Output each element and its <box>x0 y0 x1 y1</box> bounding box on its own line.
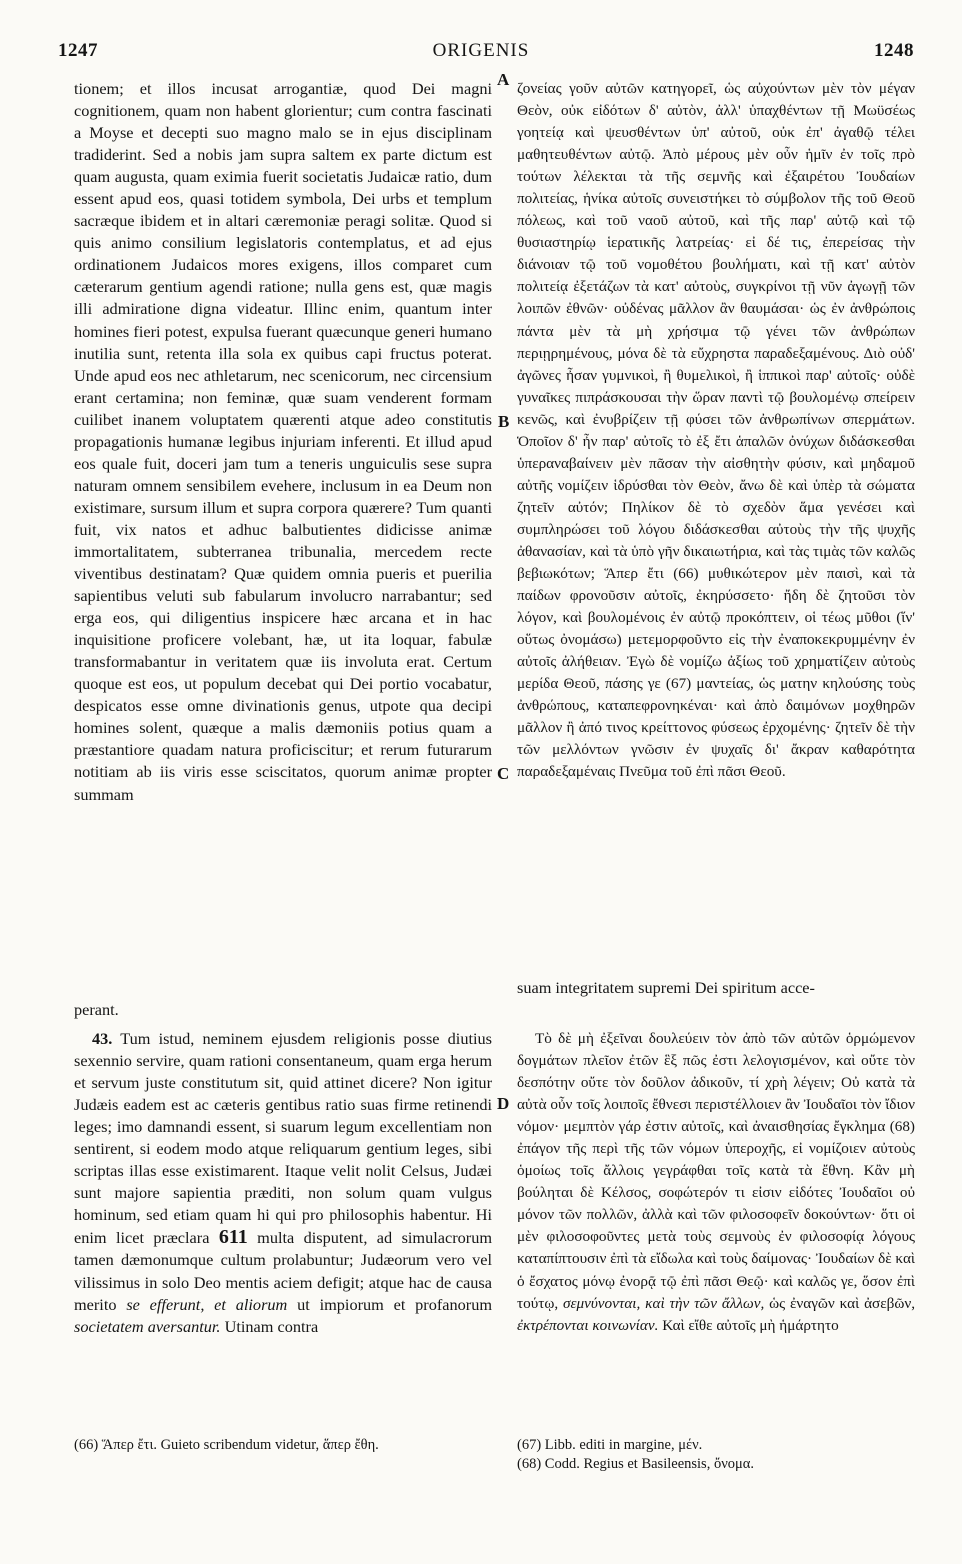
latin-paragraph-1: tionem; et illos incusat arrogantiæ, quod Dei magni cognitionem, quam non habent glorientur; cum contra fascinati a Moyse et decepti suo magno malo se in ejus disciplinam tradiderint. Sed a nobis jam supra saltem ex parte dictum est quam augusta, quam eximia fuerit societatis Judaicæ ratio, dum essent apud eos, quasi totidem symbola, Dei urbs et templum sacræque ibidem et in altari cæremoniæ peragi solitæ. Quod si quis animo consilium legislatoris contemplatus, et ad ejus ordinationem Judaicos mores exigens, illos comparet cum cæterarum gentium agendi ratione; nulla gens est, quæ magis illi admiratione digna videatur. Illinc enim, quantum inter homines fieri potest, expulsa fuerant quæcunque generi humano inutilia sunt, retenta illa sola ex quibus capi fructus poterat. Unde apud eos nec athletarum, nec scenicorum, nec circensium erant certamina; non feminæ, quæ suam venderent formam cuilibet inanem voluptatem quærenti atque adeo constitutis propagationis humanæ legibus injuriam inferenti. Et illud apud eos quale fuit, doceri jam tum a teneris unguiculis sese supra naturam omnem sensibilem evehere, inclusum in ea Deum non existimare, sursum illum et supra corpora quærere? Tum quanti fuit, vix natos et adhuc balbutientes didicisse animæ immortalitatem, subterranea tribunalia, mercedem recte viventibus destinatam? Quæ quidem omnia pueris et puerilia sapientibus veluti sub fabularum involucro narrabantur; sed erga eos, qui diligentius inspicere hæc arcana et in hac inquisitione proficere volebant, hæ, ut ita loquar, fabulæ transformabantur in veritatem quæ iis involuta erat. Certum quoque est eos, ut populum decebat qui Dei portio vocabatur, despicatos esse omne divinationis genus, utpote qua decipi homines solent, quæque a malis dæmoniis potius quam a præstantiore quadam natura proficiscitur; et rerum futurarum notitiam ab iis viris esse sciscitatos, quorum animæ propter summam <box>74 79 492 804</box>
page-header <box>0 40 962 70</box>
greek-paragraph-43: Τὸ δὲ μὴ ἐξεῖναι δουλεύειν τὸν ἀπὸ τῶν αὐτῶν ὁρμώμενον δογμάτων πλεῖον ἐτῶν ἓξ πῶς ἐστι λελογισμένον, καὶ οὔτε τὸν δεσπότην οὔτε τὸν δοῦλον ἀδικοῦν, τί χρὴ λέγειν; Οὐ κατὰ τὰ αὐτὰ οὖν τοῖς λοιποῖς ἔθνεσι περιστέλλοιεν ἂν Ἰουδαῖοι τὸν ἴδιον νόμον· μεμπτὸν γάρ ἐστιν αὐτοῖς, καὶ ἀναισθησίας ἔγκλημα (68) ἐπάγον τῆς περὶ τῆς τῶν νόμων ὑπεροχῆς, εἰ νομίζοιεν αὐτοὺς ὁμοίως τοῖς ἄλλοις γεγράφθαι τοῖς κατὰ τὰ ἔθνη. Κἂν μὴ βούληται δὲ Κέλσος, σοφώτερόν τι εἰσιν εἰδότες Ἰουδαῖοι οὐ μόνον τῶν πολλῶν, ἀλλὰ καὶ τῶν φιλοσοφεῖν δοκούντων· ὅτι οἱ μὲν φιλοσοφοῦντες μετὰ τοὺς σεμνοὺς ἐν φιλοσοφίᾳ λόγους καταπίπτουσιν ἐπὶ τὰ εἴδωλα καὶ τοὺς δαίμονας· Ἰουδαίων δὲ καὶ ὁ ἔσχατος μόνῳ ἐνορᾷ τῷ ἐπὶ πᾶσι Θεῷ· καὶ καλῶς γε, ὅσον ἐπὶ τούτῳ, σεμνύνονται, καὶ τὴν τῶν ἄλλων, ὡς ἐναγῶν καὶ ἀσεβῶν, ἐκτρέπονται κοινωνίαν. Καὶ εἴθε αὐτοῖς μὴ ἡμάρτητο <box>517 1030 916 1334</box>
latin-paragraph-43: 43. Tum istud, neminem ejusdem religionis posse diutius sexennio servire, quam rationi consentaneum, quam erga herum et servum juste constitutum sit, quid attinet dicere? Non igitur Judæis eadem est ac cæteris gentibus ratio suas firme retinendi leges; imo damnandi essent, si suarum legum excellentiam non sentirent, si eodem modo atque reliquarum gentium leges, sibi scriptas illas esse existimarent. Itaque velit nolit Celsus, Judæi sunt majore sapientia præditi, non solum quam vulgus hominum, sed etiam quam hi qui pro philosophis habentur. Hi enim licet præclara 611 multa disputent, ad simulacrorum tamen dæmonumque cultum prolabuntur; Judæorum vero vel vilissimus in solo Deo mentis aciem defigit; atque hac de causa merito se efferunt, et aliorum ut impiorum et profanorum societatem aversantur. Utinam contra <box>74 1029 493 1336</box>
margin-mark-c: C <box>497 764 510 783</box>
section-number: 43. <box>92 1029 113 1048</box>
greek-column-lower <box>517 1028 915 1424</box>
column-number-611: 611 <box>218 1226 248 1249</box>
footnote-66: (66) Ἅπερ ἔτι. Guieto scribendum videtur, ἅπερ ἔθη. <box>74 1437 379 1453</box>
footnote-68: (68) Codd. Regius et Basileensis, ὄνομα. <box>517 1456 754 1472</box>
bridge-line-right: suam integritatem supremi Dei spiritum acce- <box>517 978 815 997</box>
margin-mark-b: B <box>498 412 510 431</box>
bridge-line-end: perant. <box>74 1000 119 1019</box>
running-title: ORIGENIS <box>432 40 530 61</box>
margin-mark-d: D <box>497 1094 510 1113</box>
left-page-number: 1247 <box>58 40 98 61</box>
right-page-number: 1248 <box>874 40 914 61</box>
footnote-67: (67) Libb. editi in margine, μέν. <box>517 1437 703 1453</box>
greek-paragraph-1: ζονείας γοῦν αὐτῶν κατηγορεῖ, ὡς αὐχούντων μὲν τὸν μέγαν Θεὸν, οὐκ εἰδότων δ' αὐτὸν, ἀλλ' ὑπαχθέντων τῇ Μωϋσέως γοητείᾳ καὶ ψευσθέντων ὑπ' αὐτοῦ, οὐκ ἐπ' ἀγαθῷ τέλει μαθητευθέντων αὐτῷ. Ἀπὸ μέρους μὲν οὖν ἡμῖν ἐν τοῖς πρὸ τούτων λέλεκται τὰ τῆς σεμνῆς καὶ ἐξαιρέτου Ἰουδαίων πολιτείας, ἡνίκα αὐτοῖς συνειστήκει τὸ σύμβολον τῆς τοῦ Θεοῦ πόλεως, καὶ τοῦ ναοῦ αὐτοῦ, καὶ τῆς παρ' αὐτῷ καὶ τῷ θυσιαστηρίῳ ἱερατικῆς λατρείας· εἰ δέ τις, ἐπερείσας τὴν διάνοιαν τῷ τοῦ νομοθέτου βουλήματι, καὶ τῇ κατ' αὐτὸν πολιτείᾳ ἐξετάζων τὰ κατ' αὐτοὺς, συγκρίνοι τῇ νῦν ἀγωγῇ τῶν λοιπῶν ἐθνῶν· οὐδένας μᾶλλον ἂν θαυμάσαι· ὡς ἐν ἀνθρώποις πάντα μὲν τὰ μὴ χρήσιμα τῷ γένει τῶν ἀνθρώπων περιῃρημένους, μόνα δὲ τὰ εὔχρηστα παραδεξαμένους. Διὸ οὐδ' ἀγῶνες ἦσαν γυμνικοὶ, ἢ θυμελικοὶ, ἢ ἱππικοὶ παρ' αὐτοῖς· οὐδὲ γυναῖκες πιπράσκουσαι τὴν ὥραν παντὶ τῷ βουλομένῳ σπείρειν κενῶς, καὶ ἐνυβρίζειν τῇ φύσει τῶν ἀνθρωπίνων σπερμάτων. Ὁποῖον δ' ἦν παρ' αὐτοῖς τὸ ἐξ ἔτι ἁπαλῶν ὀνύχων διδάσκεσθαι ὑπεραναβαίνειν μὲν πᾶσαν τὴν αἰσθητὴν φύσιν, καὶ μηδαμοῦ αὐτῆς νομίζειν ἱδρύσθαι τὸν Θεὸν, ἄνω δὲ καὶ ὑπὲρ τὰ σώματα ζητεῖν αὐτόν; Πηλίκον δὲ τὸ σχεδὸν ἅμα γενέσει καὶ συμπληρώσει τοῦ λόγου διδάσκεσθαι αὐτοὺς τὴν τῆς ψυχῆς ἀθανασίαν, καὶ τὰ ὑπὸ γῆν δικαιωτήρια, καὶ τὰς τιμὰς τῶν καλῶς βεβιωκότων; Ἅπερ ἔτι (66) μυθικώτερον μὲν παισὶ, καὶ τὰ παίδων φρονοῦσιν αὐτοῖς, ἐκηρύσσετο· ἤδη δὲ ζητοῦσι τὸν λόγον, καὶ βουλομένοις ἐν αὐτῷ προκόπτειν, οἱ τέως μῦθοι (ἵν' οὕτως ὀνομάσω) μετεμορφοῦντο εἰς τὴν ἐναποκεκρυμμένην ἐν αὐτοῖς ἀλήθειαν. Ἐγὼ δὲ νομίζω ἀξίως τοῦ χρηματίζειν αὐτοὺς μερίδα Θεοῦ, πάσης γε (67) μαντείας, ὡς ματην κηλούσης τοὺς ἀνθρώπους, καταπεφρονηκέναι· καὶ ἀπὸ δαιμόνων μοχθηρῶν μᾶλλον ἢ ἀπό τινος κρείττονος φύσεως ἐρχομένης· ζητεῖν δὲ τὴν τῶν μελλόντων γνῶσιν ἐν ψυχαῖς δι' ἄκραν καθαρότητα παραδεξαμέναις Πνεῦμα τοῦ ἐπὶ πᾶσι Θεοῦ. <box>517 80 915 781</box>
greek-column-upper <box>517 78 915 976</box>
latin-column-lower <box>74 1028 492 1424</box>
latin-column-upper <box>74 78 492 976</box>
footnotes-greek <box>517 1436 915 1474</box>
margin-mark-a: A <box>497 70 510 89</box>
